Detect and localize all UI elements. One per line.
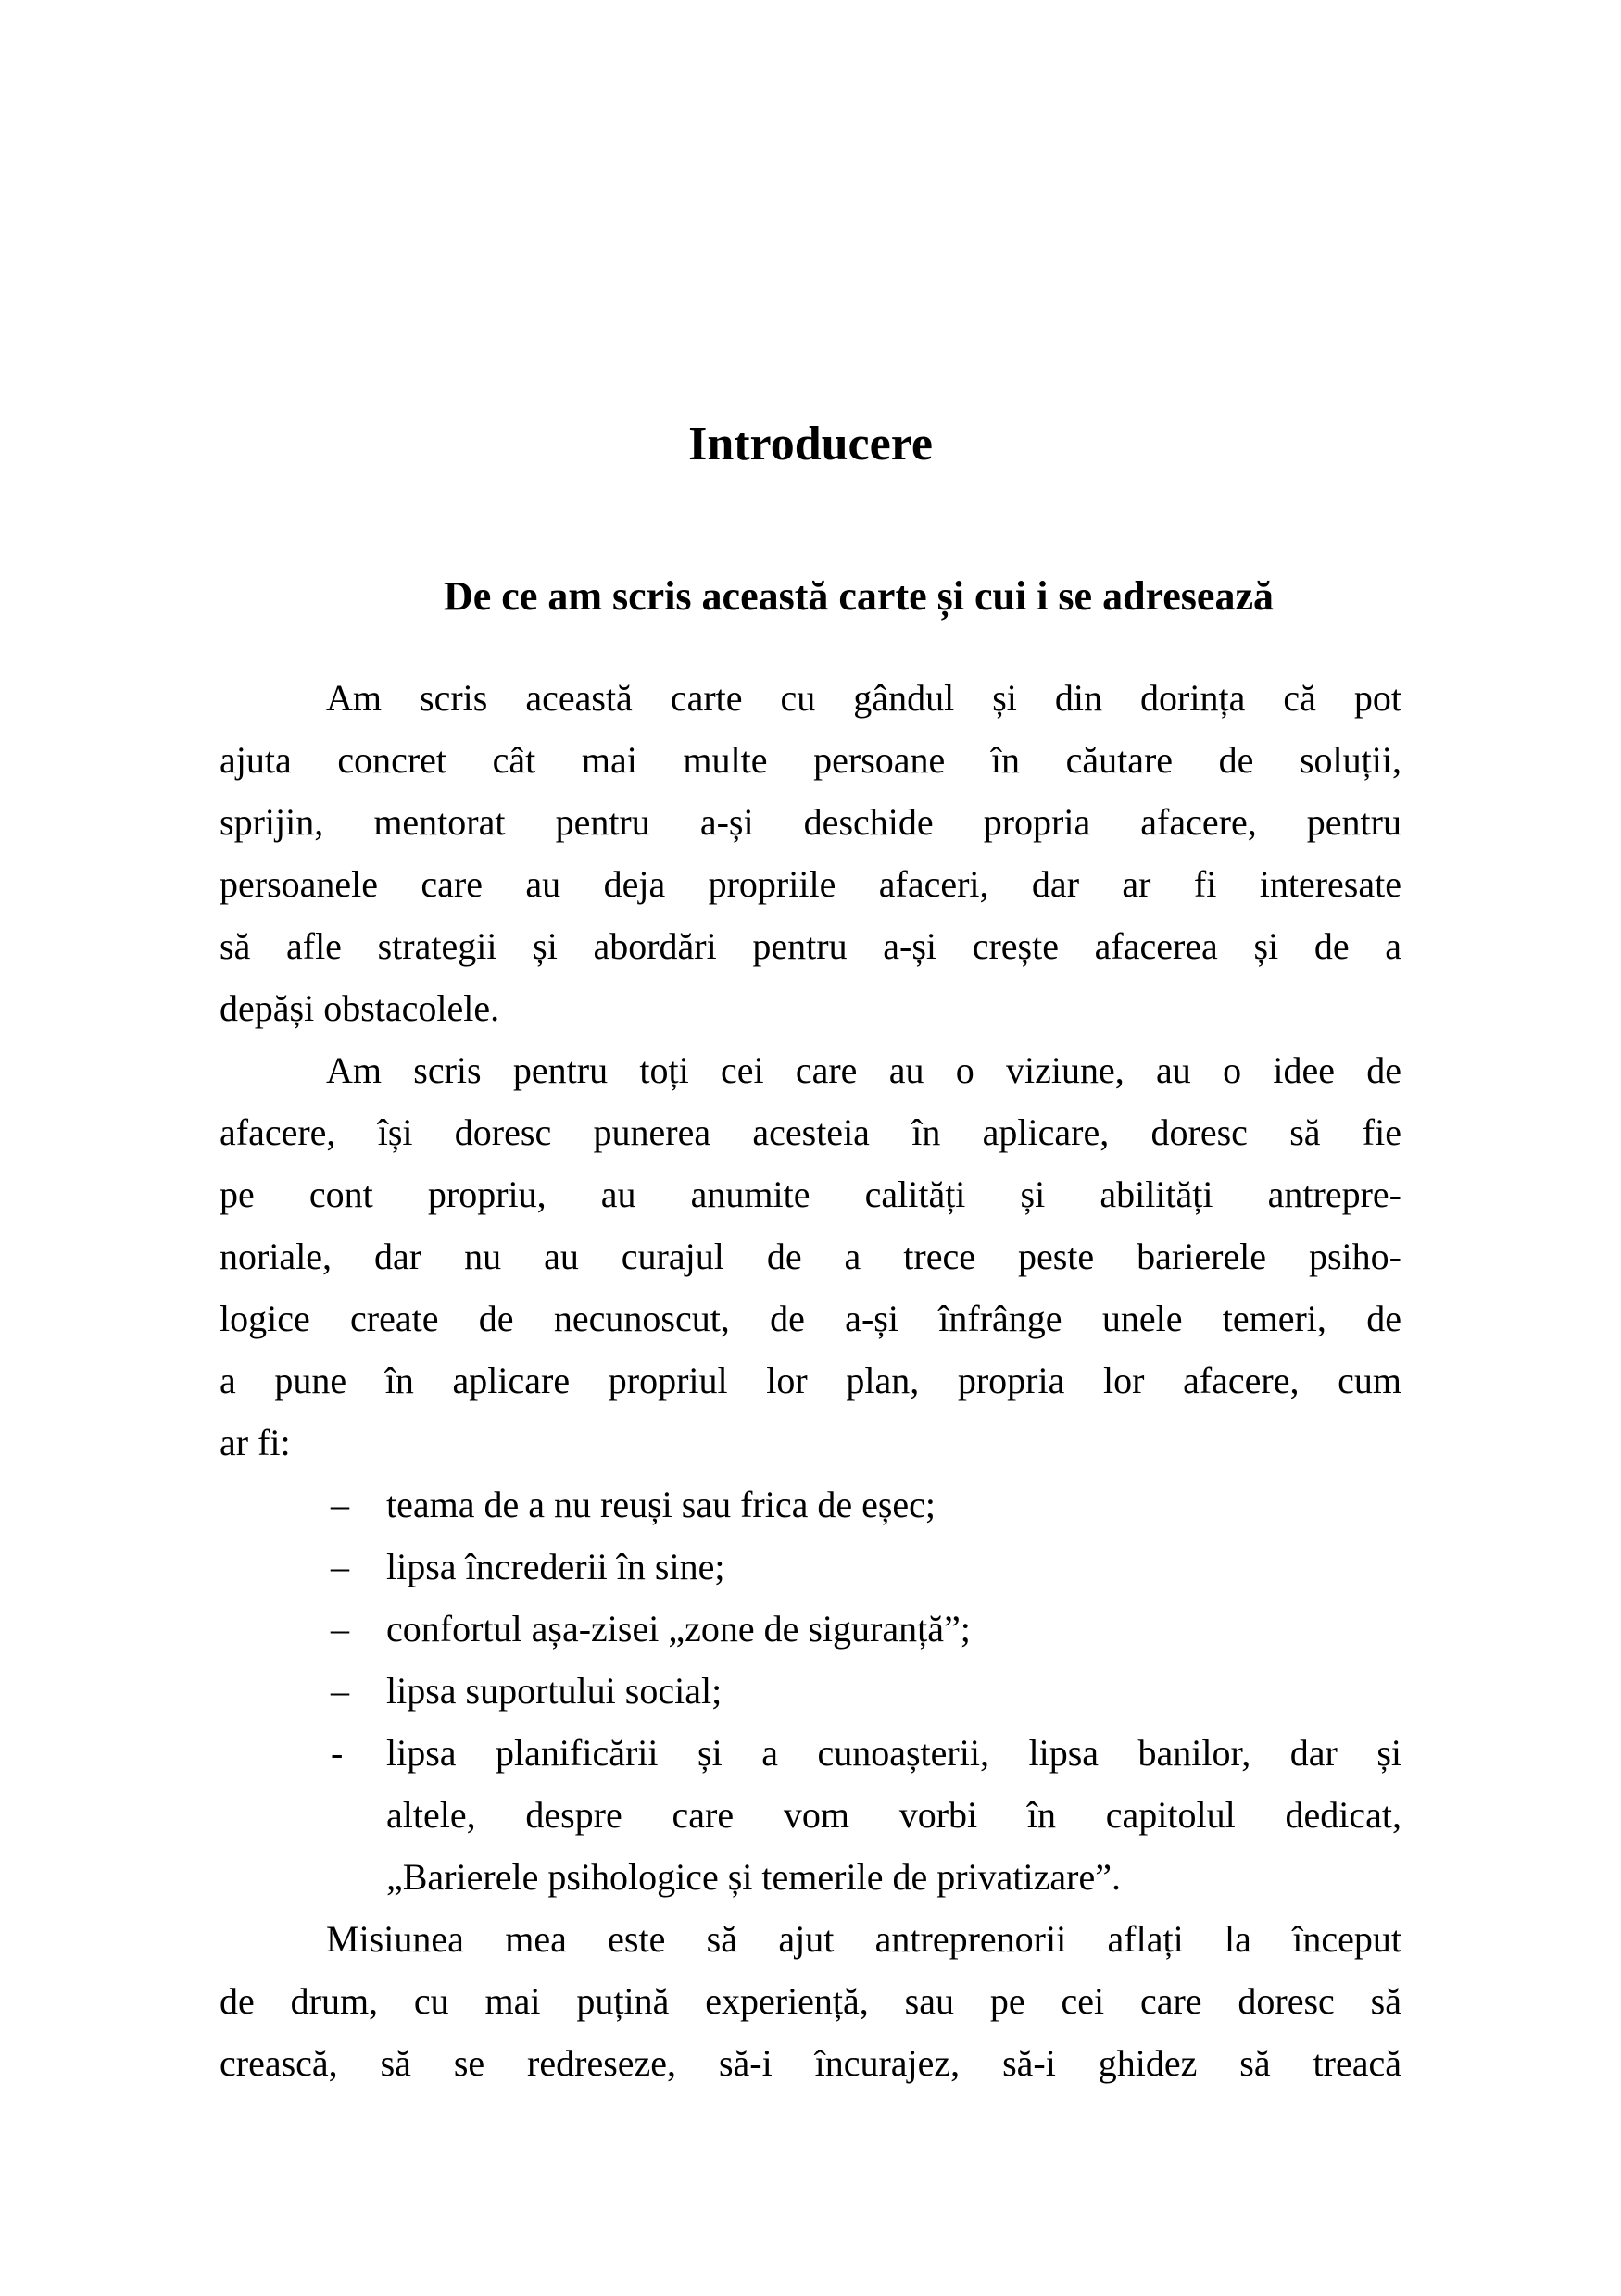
list-dash: –: [331, 1484, 349, 1525]
list-item-text: lipsa planificării și a cunoașterii, lipsa banilor, dar și: [386, 1732, 1401, 1774]
list-item-line: [220, 1660, 1401, 1722]
text-line: Misiunea mea este să ajut antreprenorii aflați la început: [326, 1918, 1401, 1960]
text-line: pe cont propriu, au anumite calități și abilități antrepre-: [220, 1173, 1401, 1215]
text-line: persoanele care au deja propriile afaceri, dar ar fi interesate: [220, 863, 1401, 905]
text-line: a pune în aplicare propriul lor plan, propria lor afacere, cum: [220, 1360, 1401, 1401]
list-dash: –: [331, 1670, 349, 1712]
list-item-text: lipsa suportului social;: [386, 1670, 723, 1712]
list-item-text: teama de a nu reuși sau frica de eșec;: [386, 1484, 936, 1525]
list-item-line: [220, 1722, 1401, 1784]
list-dash: –: [331, 1608, 349, 1650]
text-line: Am scris pentru toți cei care au o viziune, au o idee de: [326, 1049, 1401, 1091]
list-item-line: altele, despre care vom vorbi în capitolul dedicat,: [386, 1794, 1401, 1836]
text-line: depăși obstacolele.: [220, 987, 500, 1029]
list-item-line: [220, 1474, 1401, 1536]
text-line: să afle strategii și abordări pentru a-și crește afacerea și de a: [220, 925, 1401, 967]
text-line: afacere, își doresc punerea acesteia în aplicare, doresc să fie: [220, 1111, 1401, 1153]
text-line: Am scris această carte cu gândul și din dorința că pot: [326, 677, 1401, 719]
text-line: ajuta concret cât mai multe persoane în căutare de soluții,: [220, 739, 1401, 781]
section-heading: De ce am scris această carte și cui i se adresează: [444, 573, 1274, 619]
body-text: [220, 667, 1401, 2094]
text-line: ar fi:: [220, 1422, 291, 1463]
text-line: logice create de necunoscut, de a-și înfrânge unele temeri, de: [220, 1298, 1401, 1339]
list-item-line: [220, 1598, 1401, 1660]
list-item-line: „Barierele psihologice și temerile de privatizare”.: [386, 1856, 1121, 1898]
text-line: noriale, dar nu au curajul de a trece peste barierele psiho-: [220, 1236, 1401, 1277]
text-line: crească, să se redreseze, să-i încurajez, să-i ghidez să treacă: [220, 2042, 1401, 2084]
list-item-line: [220, 1536, 1401, 1598]
list-dash: –: [331, 1546, 349, 1587]
list-item-text: confortul așa-zisei „zone de siguranță”;: [386, 1608, 971, 1650]
text-line: sprijin, mentorat pentru a-și deschide propria afacere, pentru: [220, 801, 1401, 843]
page-title: Introducere: [688, 418, 933, 470]
list-dash: -: [331, 1732, 344, 1774]
text-line: de drum, cu mai puțină experiență, sau pe cei care doresc să: [220, 1980, 1401, 2022]
list-item-text: lipsa încrederii în sine;: [386, 1546, 725, 1587]
